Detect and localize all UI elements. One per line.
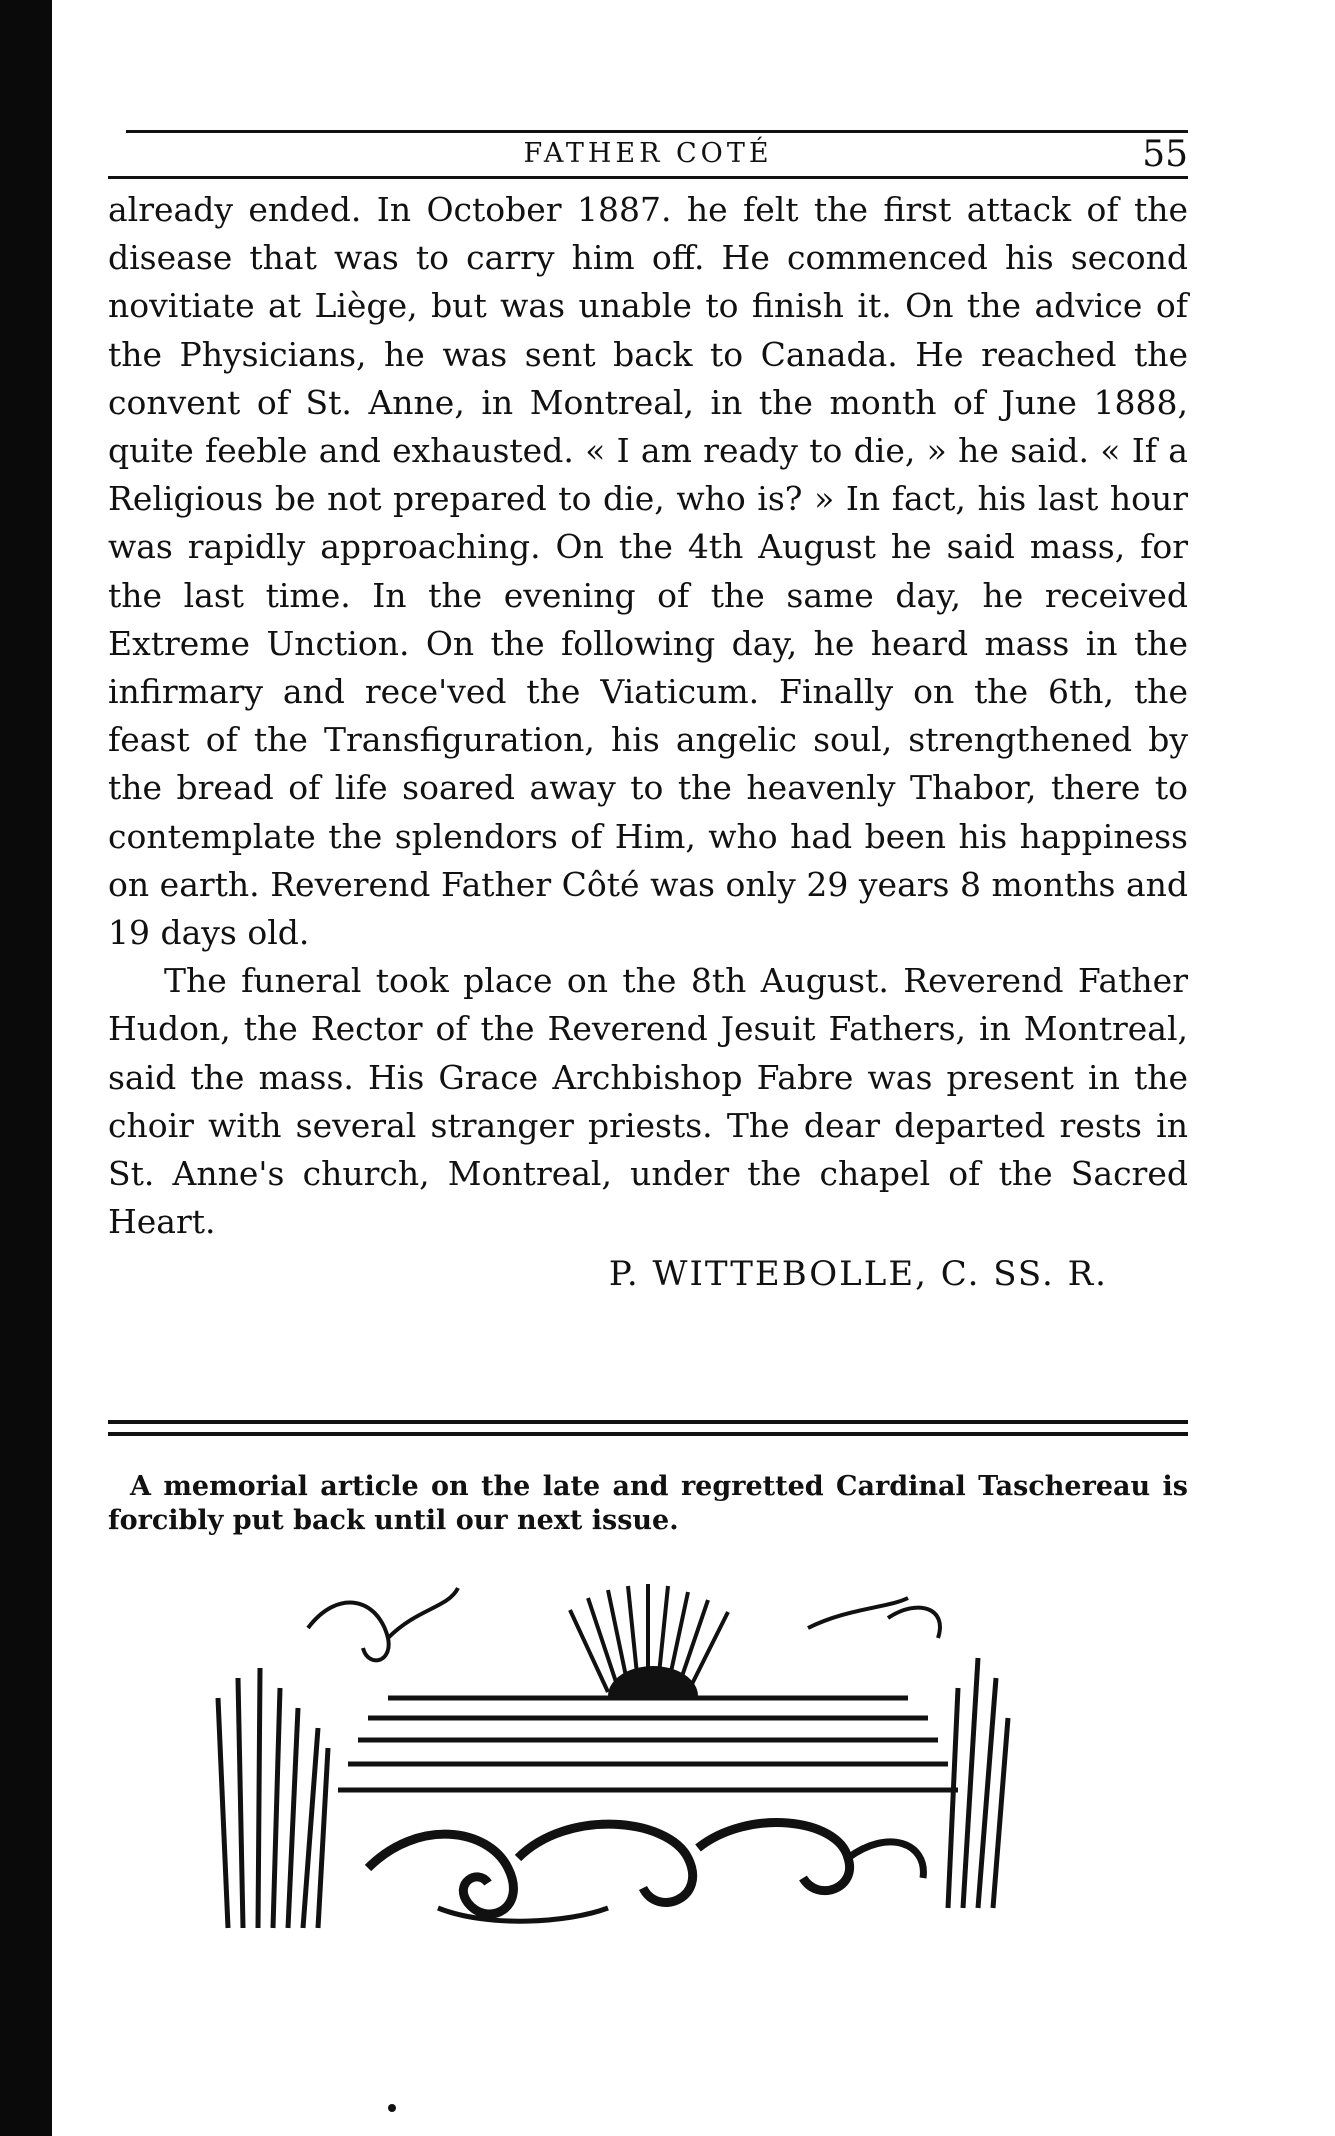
- page-speck: [388, 2104, 396, 2112]
- page-number: 55: [1142, 134, 1188, 175]
- book-page: [108, 120, 1188, 1536]
- page-binding-edge: [0, 0, 52, 2136]
- sunrise-seascape-vignette-icon: [188, 1568, 1088, 1938]
- body-paragraph-1: already ended. In October 1887. he felt the first attack of the disease that was to carry him off. He commenced his second novitiate at Liège, but was unable to finish it. On the advice of the Physicians, he was sent back to Canada. He reached the convent of St. Anne, in Montreal, in the month of June 1888, quite feeble and exhausted. « I am ready to die, » he said. « If a Religious be not prepared to die, who is? » In fact, his last hour was rapidly approaching. On the 4th August he said mass, for the last time. In the evening of the same day, he received Extreme Unction. On the following day, he heard mass in the infirmary and rece'ved the Viaticum. Finally on the 6th, the feast of the Transfiguration, his angelic soul, strengthened by the bread of life soared away to the heavenly Thabor, there to contemplate the splendors of Him, who had been his happiness on earth. Reverend Father Côté was only 29 years 8 months and 19 days old.: [108, 190, 1188, 953]
- section-double-rule: [108, 1420, 1188, 1444]
- editorial-notice: A memorial article on the late and regretted Cardinal Taschereau is forcibly put back until our next issue.: [108, 1471, 1188, 1536]
- body-paragraph-2: The funeral took place on the 8th August. Reverend Father Hudon, the Rector of the Reverend Jesuit Fathers, in Montreal, said the mass. His Grace Archbishop Fabre was present in the choir with several stranger priests. The dear departed rests in St. Anne's church, Montreal, under the chapel of the Sacred Heart.: [108, 961, 1188, 1242]
- running-title: FATHER COTÉ: [523, 138, 773, 169]
- header-bottom-rule: [108, 176, 1188, 179]
- page-header: [108, 120, 1188, 180]
- article-body: [108, 186, 1188, 1299]
- header-top-rule: [126, 130, 1188, 133]
- author-signature: P. WITTEBOLLE, C. SS. R.: [608, 1254, 1108, 1295]
